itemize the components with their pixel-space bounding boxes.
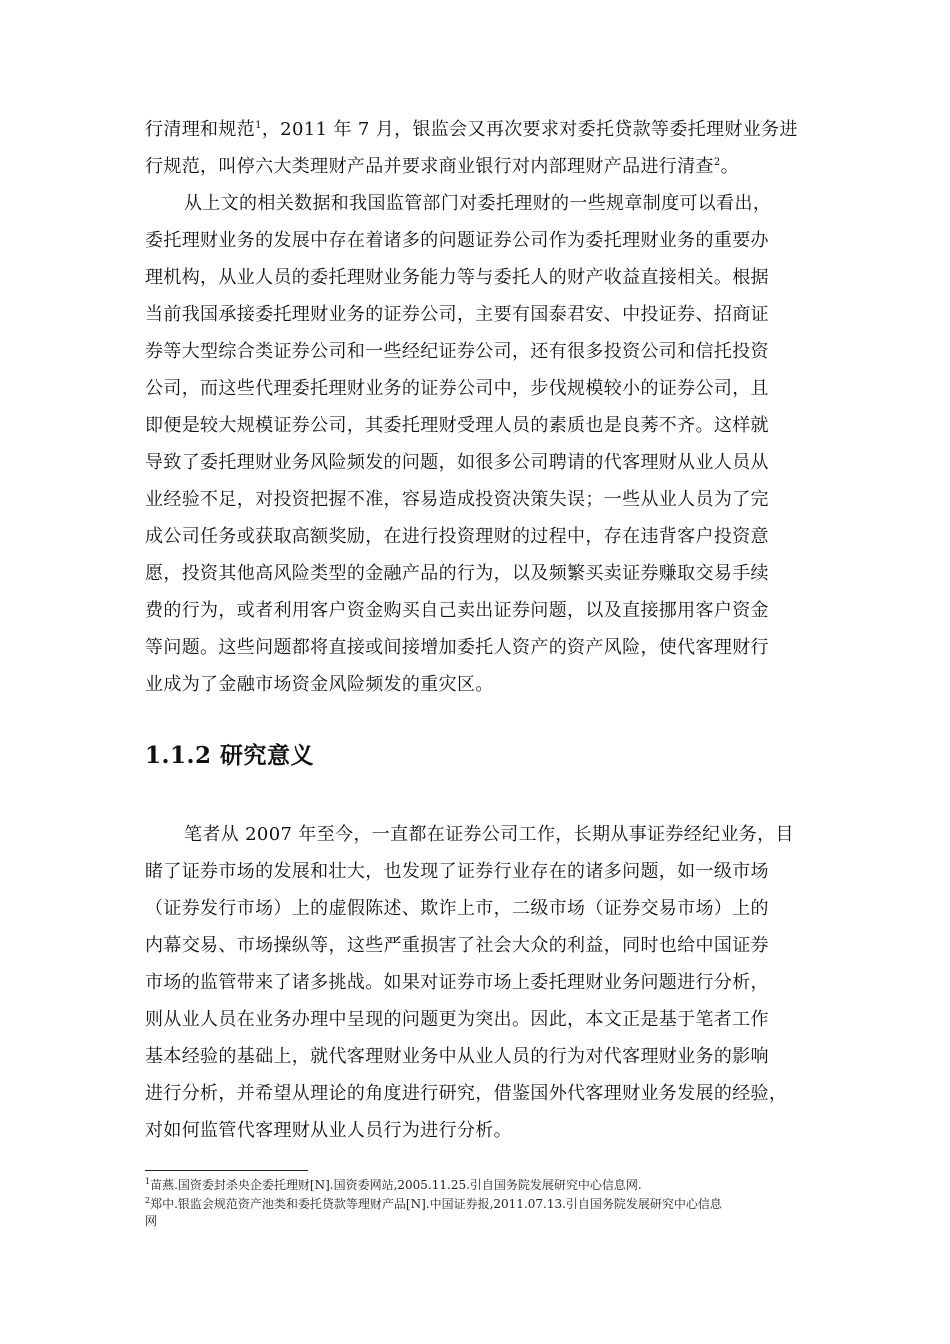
paragraph1-line2-text: 行规范，叫停六大类理财产品并要求商业银行对内部理财产品进行清查: [145, 156, 714, 177]
footnote-1: [145, 1177, 642, 1193]
paragraph2-line: 业成为了金融市场资金风险频发的重灾区。: [145, 674, 494, 695]
paragraph3-line: 笔者从 2007 年至今，一直都在证券公司工作，长期从事证券经纪业务，目: [184, 824, 794, 845]
paragraph3-line: 睹了证券市场的发展和壮大，也发现了证券行业存在的诸多问题，如一级市场: [145, 861, 769, 882]
paragraph1-line2: [145, 155, 739, 179]
paragraph2-line: 成公司任务或获取高额奖励，在进行投资理财的过程中，存在违背客户投资意: [145, 526, 769, 547]
paragraph1-line1-text: 行清理和规范: [145, 119, 256, 140]
paragraph3-line: 对如何监管代客理财从业人员行为进行分析。: [145, 1120, 512, 1141]
footnote-2-text: 郑中.银监会规范资产池类和委托贷款等理财产品[N].中国证券报,2011.07.13.引自国务院发展研究中心信息: [150, 1197, 722, 1211]
footnote-1-mark: 1: [145, 1177, 151, 1186]
footnote-1-text: 苗燕.国资委封杀央企委托理财[N].国资委网站,2005.11.25.引自国务院发展研究中心信息网.: [150, 1178, 642, 1192]
paragraph2-line: 等问题。这些问题都将直接或间接增加委托人资产的资产风险，使代客理财行: [145, 637, 769, 658]
paragraph3-line: 基本经验的基础上，就代客理财业务中从业人员的行为对代客理财业务的影响: [145, 1046, 769, 1067]
paragraph1-line1: [145, 118, 798, 142]
footnote-2: [145, 1196, 722, 1212]
paragraph1-line1-rest: ，2011 年 7 月，银监会又再次要求对委托贷款等委托理财业务进: [261, 119, 798, 140]
paragraph1-line2-rest: 。: [720, 156, 739, 177]
paragraph2-line: 理机构，从业人员的委托理财业务能力等与委托人的财产收益直接相关。根据: [145, 267, 769, 288]
paragraph2-line: 导致了委托理财业务风险频发的问题，如很多公司聘请的代客理财从业人员从: [145, 452, 769, 473]
paragraph3-line: （证券发行市场）上的虚假陈述、欺诈上市，二级市场（证券交易市场）上的: [145, 898, 769, 919]
paragraph3-line: 内幕交易、市场操纵等，这些严重损害了社会大众的利益，同时也给中国证券: [145, 935, 769, 956]
footnote-ref-2[interactable]: 2: [713, 157, 721, 168]
paragraph2-line: 当前我国承接委托理财业务的证券公司，主要有国泰君安、中投证券、招商证: [145, 304, 769, 325]
paragraph3-line: 市场的监管带来了诸多挑战。如果对证券市场上委托理财业务问题进行分析，: [145, 972, 769, 993]
paragraph3-line: 进行分析，并希望从理论的角度进行研究，借鉴国外代客理财业务发展的经验，: [145, 1083, 788, 1104]
footnote-2-continuation: 网: [145, 1214, 158, 1228]
paragraph3-line: 则从业人员在业务办理中呈现的问题更为突出。因此，本文正是基于笔者工作: [145, 1009, 769, 1030]
section-heading: 1.1.2 研究意义: [145, 742, 315, 769]
paragraph2-line: 即便是较大规模证券公司，其委托理财受理人员的素质也是良莠不齐。这样就: [145, 415, 769, 436]
paragraph2-line: 业经验不足，对投资把握不准，容易造成投资决策失误；一些从业人员为了完: [145, 489, 769, 510]
footnote-2-mark: 2: [145, 1196, 151, 1205]
paragraph2-line: 从上文的相关数据和我国监管部门对委托理财的一些规章制度可以看出，: [184, 193, 772, 214]
paragraph2-line: 愿，投资其他高风险类型的金融产品的行为，以及频繁买卖证券赚取交易手续: [145, 563, 769, 584]
paragraph2-line: 券等大型综合类证券公司和一些经纪证券公司，还有很多投资公司和信托投资: [145, 341, 769, 362]
paragraph2-line: 委托理财业务的发展中存在着诸多的问题证券公司作为委托理财业务的重要办: [145, 230, 769, 251]
paragraph2-line: 公司，而这些代理委托理财业务的证券公司中，步伐规模较小的证券公司，且: [145, 378, 769, 399]
paragraph2-line: 费的行为，或者利用客户资金购买自己卖出证券问题，以及直接挪用客户资金: [145, 600, 769, 621]
footnote-ref-1[interactable]: 1: [255, 120, 262, 131]
footnote-separator: [145, 1170, 308, 1171]
